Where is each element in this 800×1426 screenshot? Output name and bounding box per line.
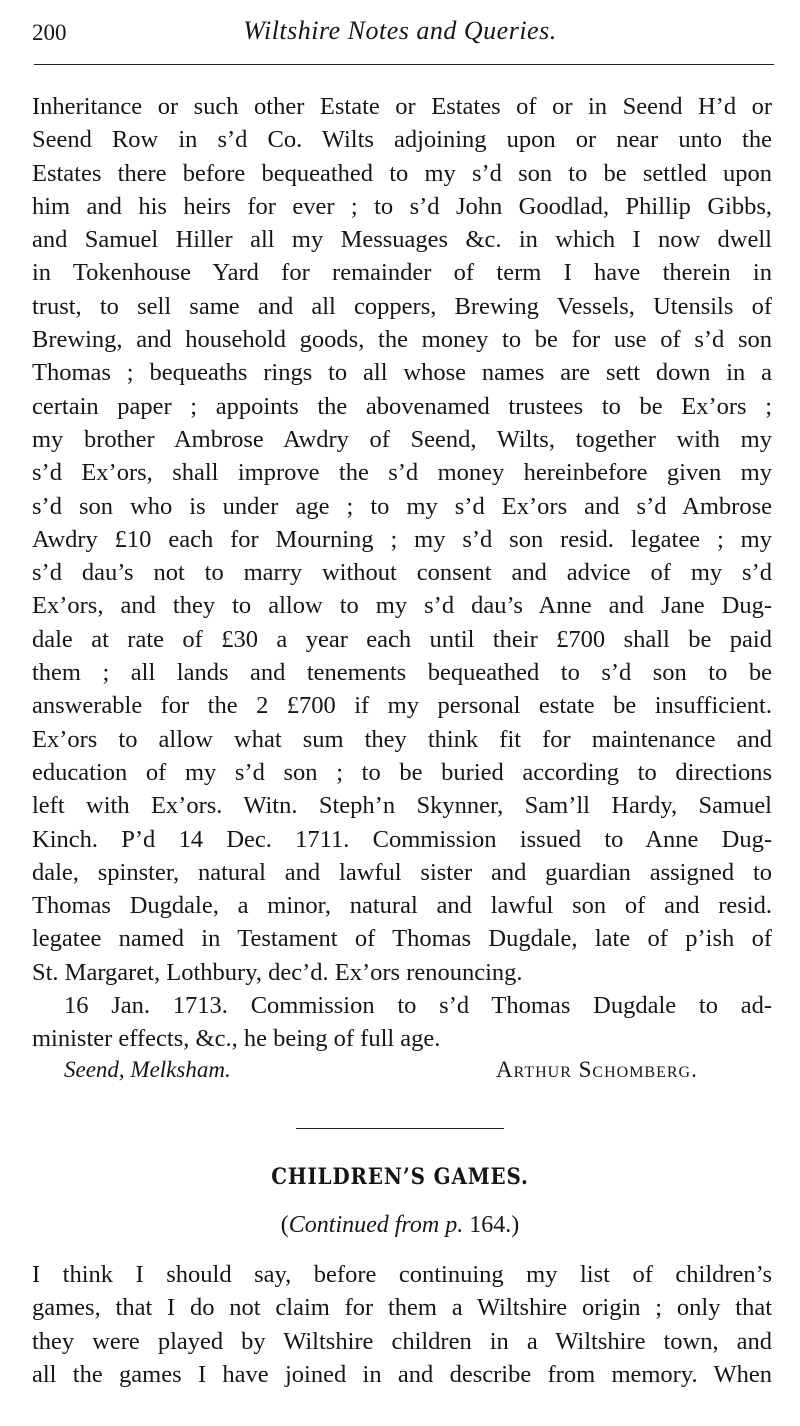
text-line: Seend Row in s’d Co. Wilts adjoining upon or near unto the [32, 126, 772, 154]
section-divider [296, 1128, 504, 1129]
continued-page: 164. [469, 1212, 512, 1238]
text-line: Thomas ; bequeaths rings to all whose names are sett down in a [32, 359, 772, 387]
signature-name: Arthur Schomberg. [496, 1057, 698, 1082]
text-line: Ex’ors to allow what sum they think fit for maintenance and [32, 725, 772, 753]
text-line: 16 Jan. 1713. Commission to s’d Thomas Dugdale to ad- [64, 992, 772, 1020]
continued-label: Continued from p. [288, 1212, 464, 1238]
text-line: Ex’ors, and they to allow to my s’d dau’s Anne and Jane Dug- [32, 592, 772, 620]
text-line: in Tokenhouse Yard for remainder of term I have therein in [32, 259, 772, 287]
running-title: Wiltshire Notes and Queries. [243, 16, 557, 45]
text-line: Thomas Dugdale, a minor, natural and lawful son of and resid. [32, 892, 772, 920]
text-line: s’d dau’s not to marry without consent and advice of my s’d [32, 559, 772, 587]
text-line: Estates there before bequeathed to my s’d son to be settled upon [32, 159, 772, 187]
text-line: legatee named in Testament of Thomas Dugdale, late of p’ish of [32, 925, 772, 953]
continued-note: (Continued from p. 164.) [280, 1212, 520, 1238]
text-line: dale at rate of £30 a year each until their £700 shall be paid [32, 625, 772, 653]
text-line: St. Margaret, Lothbury, dec’d. Ex’ors renouncing. [32, 958, 523, 986]
text-line: games, that I do not claim for them a Wiltshire origin ; only that [32, 1294, 772, 1322]
text-line: him and his heirs for ever ; to s’d John Goodlad, Phillip Gibbs, [32, 192, 772, 220]
text-line: trust, to sell same and all coppers, Brewing Vessels, Utensils of [32, 292, 772, 320]
text-line: answerable for the 2 £700 if my personal estate be insufficient. [32, 692, 772, 720]
page-number: 200 [32, 20, 67, 45]
article-heading: CHILDREN’S GAMES. [271, 1164, 529, 1190]
signature-place: Seend, Melksham. [64, 1057, 231, 1082]
text-line: Kinch. P’d 14 Dec. 1711. Commission issued to Anne Dug- [32, 825, 772, 853]
article-will-text [32, 90, 772, 1056]
text-line: education of my s’d son ; to be buried according to directions [32, 758, 772, 786]
text-line: minister effects, &c., he being of full age. [32, 1025, 441, 1053]
text-line: them ; all lands and tenements bequeathed to s’d son to be [32, 659, 772, 687]
text-line: left with Ex’ors. Witn. Steph’n Skynner, Sam’ll Hardy, Samuel [32, 792, 772, 820]
text-line: they were played by Wiltshire children in a Wiltshire town, and [32, 1327, 772, 1355]
text-line: my brother Ambrose Awdry of Seend, Wilts, together with my [32, 425, 772, 453]
text-line: s’d Ex’ors, shall improve the s’d money hereinbefore given my [32, 459, 772, 487]
text-line: dale, spinster, natural and lawful sister and guardian assigned to [32, 858, 772, 886]
text-line: Inheritance or such other Estate or Estates of or in Seend H’d or [32, 93, 772, 120]
article-games-text [32, 1258, 772, 1391]
text-line: I think I should say, before continuing my list of children’s [32, 1261, 772, 1288]
text-line: s’d son who is under age ; to my s’d Ex’ors and s’d Ambrose [32, 492, 772, 520]
text-line: all the games I have joined in and describe from memory. When [32, 1360, 772, 1388]
text-line: Brewing, and household goods, the money to be for use of s’d son [32, 326, 772, 354]
text-line: Awdry £10 each for Mourning ; my s’d son resid. legatee ; my [32, 525, 772, 553]
header-rule [34, 64, 774, 65]
text-line: and Samuel Hiller all my Messuages &c. in which I now dwell [32, 226, 772, 254]
text-line: certain paper ; appoints the abovenamed trustees to be Ex’ors ; [32, 392, 772, 420]
